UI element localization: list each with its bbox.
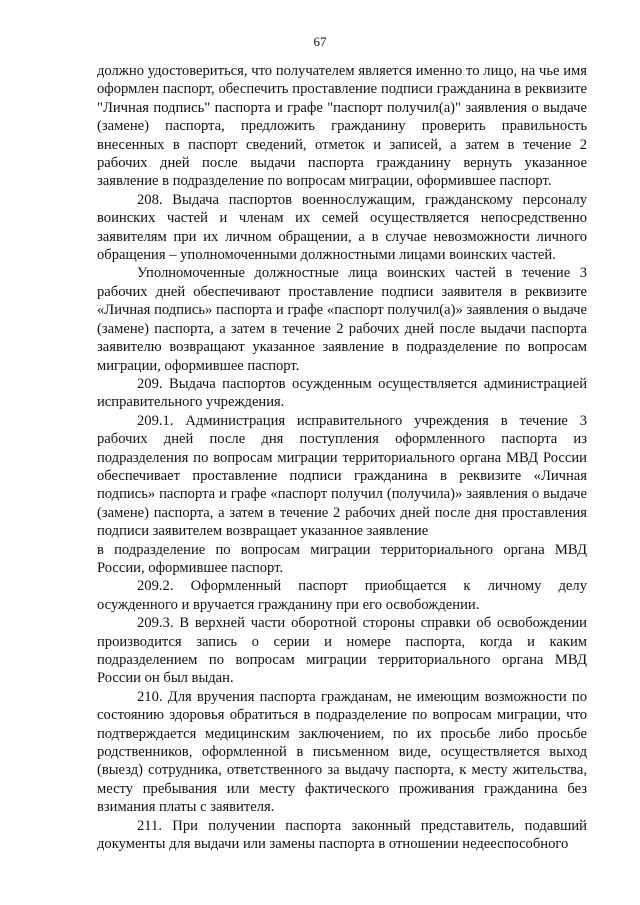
paragraph-210: 210. Для вручения паспорта гражданам, не имеющим возможности по состоянию здоровья обратиться в подразделение по вопросам миграции, что подтверждается медицинским заключением, по их просьбе либо просьбе родственников, оформленной в письменном виде, осуществляется выход (выезд) сотрудника, ответственного за выдачу паспорта, к месту жительства, месту пребывания или месту фактического проживания гражданина без взимания платы с заявителя. bbox=[97, 688, 587, 816]
paragraph-continuation: должно удостовериться, что получателем является именно то лицо, на чье имя оформлен паспорт, обеспечить проставление подписи гражданина в реквизите "Личная подпись" паспорта и графе "паспорт получил(а)" заявления о выдаче (замене) паспорта, предложить гражданину проверить правильность внесенных в паспорт сведений, отметок и записей, а затем в течение 2 рабочих дней после выдачи паспорта гражданину вернуть указанное заявление в подразделение по вопросам миграции, оформившее паспорт. bbox=[97, 63, 587, 190]
paragraph-209-1-continuation: в подразделение по вопросам миграции территориального органа МВД России, оформившее паспорт. bbox=[97, 541, 587, 576]
paragraph-208: 208. Выдача паспортов военнослужащим, гражданскому персоналу воинских частей и членам их семей осуществляется непосредственно заявителям при их личном обращении, а в случае невозможности личного обращения – уполномоченными должностными лицами воинских частей. bbox=[97, 191, 587, 264]
document-body bbox=[97, 62, 587, 853]
paragraph-209: 209. Выдача паспортов осужденным осуществляется администрацией исправительного учреждения. bbox=[97, 375, 587, 411]
paragraph-209-1: 209.1. Администрация исправительного учреждения в течение 3 рабочих дней после дня поступления оформленного паспорта из подразделения по вопросам миграции территориального органа МВД России обеспечивает проставление подписи гражданина в реквизите «Личная подпись» паспорта и графе «паспорт получил (получила)» заявления о выдаче (замене) паспорта, а затем в течение 2 рабочих дней после дня проставления подписи заявителем возвращает указанное заявление bbox=[97, 412, 587, 540]
paragraph-209-3: 209.3. В верхней части оборотной стороны справки об освобождении производится запись о серии и номере паспорта, когда и каким подразделением по вопросам миграции территориального органа МВД России он был выдан. bbox=[97, 615, 587, 687]
paragraph-209-2: 209.2. Оформленный паспорт приобщается к личному делу осужденного и вручается гражданину при его освобождении. bbox=[97, 578, 587, 613]
paragraph-208-authorized-officials: Уполномоченные должностные лица воинских частей в течение 3 рабочих дней обеспечивают проставление подписи заявителя в реквизите «Личная подпись» паспорта и графе «паспорт получил(а)» заявления о выдаче (замене) паспорта, а затем в течение 2 рабочих дней после выдачи паспорта заявителю возвращают указанное заявление в подразделение по вопросам миграции, оформившее паспорт. bbox=[97, 265, 587, 374]
page-number: 67 bbox=[313, 34, 327, 49]
paragraph-211: 211. При получении паспорта законный представитель, подавший документы для выдачи или замены паспорта в отношении недееспособного bbox=[97, 817, 587, 853]
